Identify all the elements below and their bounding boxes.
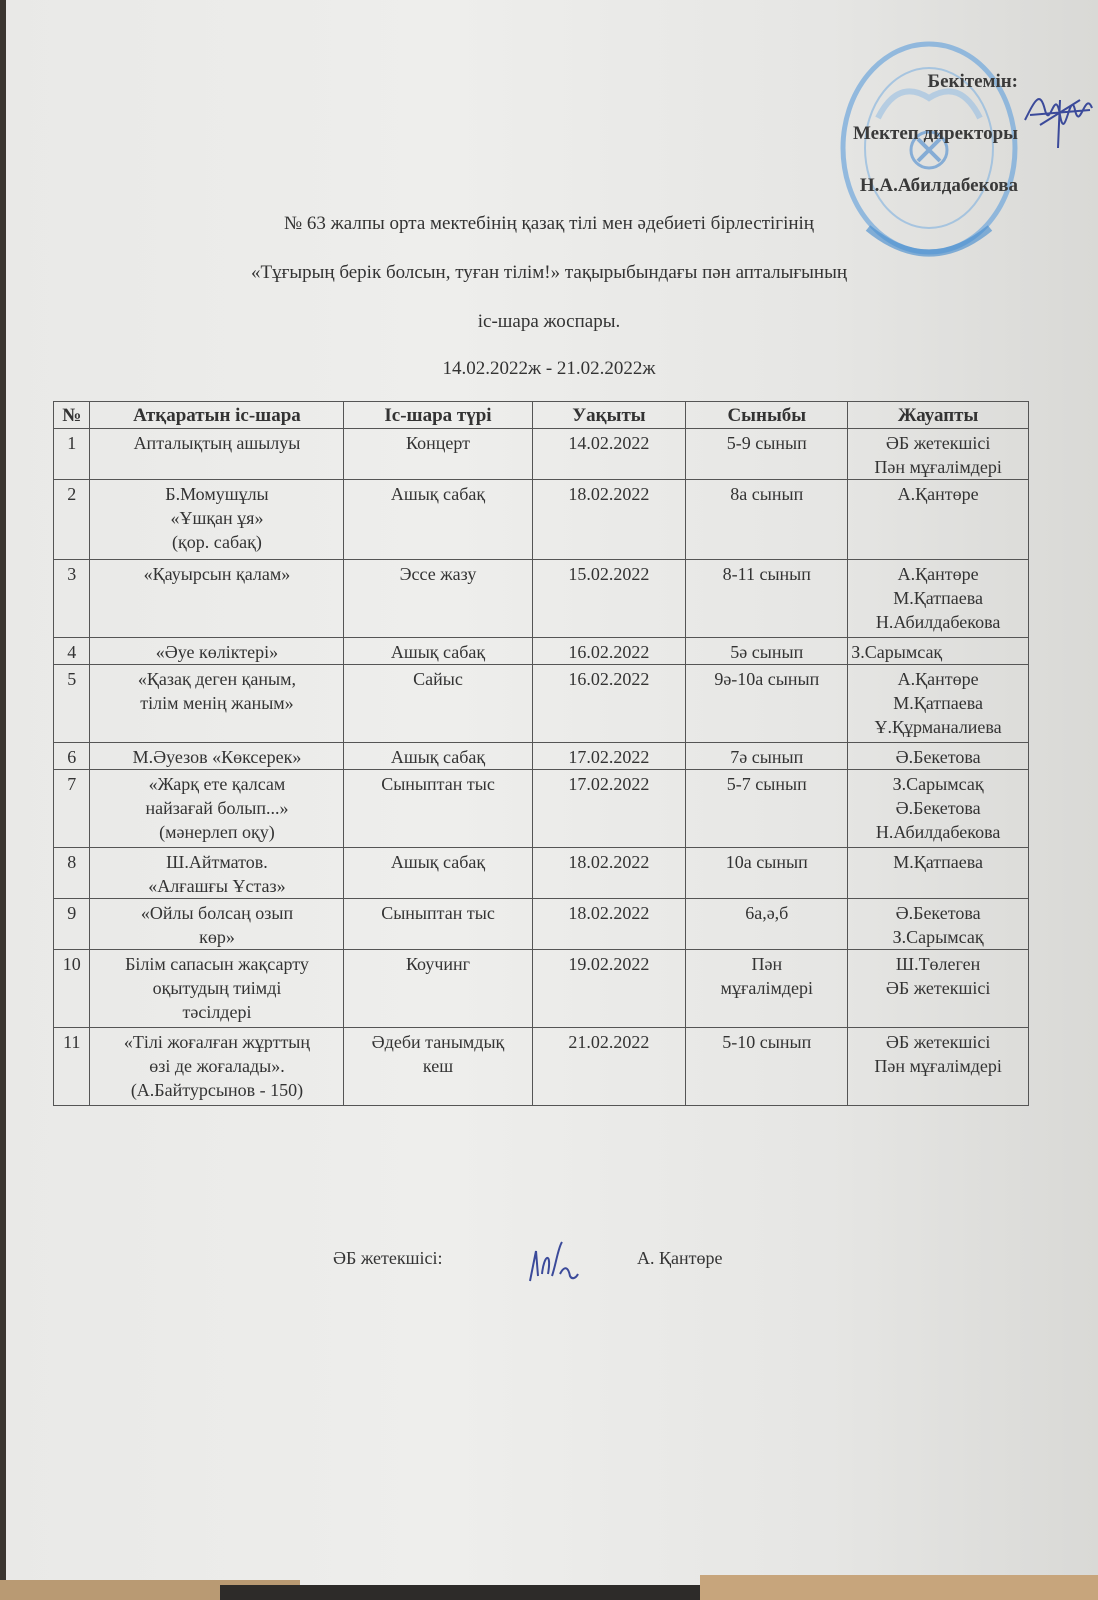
cell-grade [686,950,848,1028]
cell-event-line: (мәнерлеп оқу) [159,822,275,842]
cell-responsible-line: М.Қатпаева [893,588,983,608]
table-row [54,848,1029,899]
cell-event-line: «Қауырсын қалам» [143,564,291,584]
cell-grade-line: 5-9 сынып [726,433,807,453]
cell-number: 8 [54,848,90,899]
cell-grade [686,743,848,770]
cell-responsible-line: М.Қатпаева [893,852,983,872]
cell-type [344,899,532,950]
table-header-row [54,402,1029,429]
cell-event [90,1028,344,1106]
cell-date: 16.02.2022 [532,638,686,665]
cell-grade [686,429,848,480]
cell-responsible-line: Ә.Бекетова [895,798,981,818]
cell-responsible-line: А.Қантөре [897,564,979,584]
cell-event-line: оқытудың тиімді [152,978,282,998]
cell-date: 15.02.2022 [532,560,686,638]
table-row [54,638,1029,665]
cell-grade-line: 8а сынып [730,484,804,504]
cell-date: 19.02.2022 [532,950,686,1028]
cell-date: 18.02.2022 [532,480,686,560]
cell-type [344,560,532,638]
cell-responsible-line: З.Сарымсақ [851,642,943,662]
cell-event [90,770,344,848]
cell-event-line: Апталықтың ашылуы [133,433,301,453]
cell-responsible [848,480,1029,560]
cell-event-line: «Тілі жоғалған жұрттың [123,1032,311,1052]
cell-grade [686,770,848,848]
cell-grade [686,560,848,638]
column-header-event: Атқаратын іс-шара [90,402,344,429]
cell-type-line: Сыныптан тыс [381,774,495,794]
table-row [54,665,1029,743]
table-row [54,899,1029,950]
table-body [54,429,1029,1106]
cell-number: 3 [54,560,90,638]
cell-number: 9 [54,899,90,950]
cell-responsible-line: Ә.Бекетова [895,903,981,923]
cell-grade-line: 8-11 сынып [722,564,811,584]
leader-signature [522,1236,582,1286]
desk-shadow [220,1585,700,1600]
cell-event-line: Б.Момушұлы [165,484,269,504]
cell-type [344,848,532,899]
cell-grade [686,665,848,743]
cell-responsible-line: З.Сарымсақ [892,774,984,794]
cell-type-line: Ашық сабақ [390,642,486,662]
cell-responsible [848,638,1029,665]
document-title-line2: «Тұғырың берік болсын, туған тілім!» тақырыбындағы пән апталығының [250,262,847,283]
cell-number: 2 [54,480,90,560]
cell-grade-line: 7ә сынып [730,747,804,767]
cell-responsible-line: Н.Абилдабекова [875,612,1001,632]
cell-number: 7 [54,770,90,848]
cell-grade [686,899,848,950]
cell-date: 17.02.2022 [532,770,686,848]
cell-date: 17.02.2022 [532,743,686,770]
cell-type-line: Коучинг [405,954,471,974]
cell-event-line: Білім сапасын жақсарту [125,954,309,974]
cell-event [90,480,344,560]
cell-event-line: «Ойлы болсаң озып [140,903,294,923]
cell-responsible-line: А.Қантөре [897,669,979,689]
cell-type [344,665,532,743]
table-row [54,480,1029,560]
column-header-responsible: Жауапты [848,402,1029,429]
cell-type [344,480,532,560]
table-row [54,429,1029,480]
table-row [54,1028,1029,1106]
approval-position: Мектеп директоры [852,123,1018,144]
cell-grade [686,480,848,560]
footer-name: А. Қантөре [637,1248,723,1268]
cell-grade-line: 10а сынып [725,852,808,872]
approval-title: Бекітемін: [927,71,1018,92]
director-signature [1020,80,1098,150]
footer-label: ӘБ жетекшісі: [333,1248,443,1268]
cell-responsible-line: М.Қатпаева [893,693,983,713]
cell-type-line: Ашық сабақ [390,747,486,767]
cell-responsible [848,848,1029,899]
cell-grade-line: 5-7 сынып [726,774,807,794]
cell-grade-line: 6а,ә,б [745,903,789,923]
cell-responsible [848,770,1029,848]
cell-type-line: Әдеби танымдық [371,1032,505,1052]
cell-grade [686,638,848,665]
cell-event [90,429,344,480]
cell-responsible [848,950,1029,1028]
cell-responsible-line: А.Қантөре [897,484,979,504]
cell-responsible-line: Пән мұғалімдері [874,1056,1002,1076]
cell-grade [686,1028,848,1106]
cell-responsible-line: ӘБ жетекшісі [885,433,991,453]
cell-type [344,770,532,848]
cell-date: 18.02.2022 [532,848,686,899]
cell-grade-line: Пән [751,954,783,974]
cell-event-line: М.Әуезов «Көксерек» [132,747,302,767]
cell-number: 10 [54,950,90,1028]
cell-date: 18.02.2022 [532,899,686,950]
approval-block [853,56,1018,212]
cell-type-line: Ашық сабақ [390,852,486,872]
cell-date: 21.02.2022 [532,1028,686,1106]
cell-event-line: көр» [199,927,235,947]
cell-type [344,1028,532,1106]
cell-type-line: Сайыс [413,669,463,689]
cell-event-line: «Жарқ ете қалсам [148,774,286,794]
cell-grade-line: 5-10 сынып [722,1032,812,1052]
table-row [54,770,1029,848]
column-header-grade: Сыныбы [686,402,848,429]
cell-type-line: кеш [422,1056,454,1076]
cell-responsible-line: Н.Абилдабекова [875,822,1001,842]
cell-event-line: Ш.Айтматов. [166,852,268,872]
cell-number: 4 [54,638,90,665]
cell-responsible [848,665,1029,743]
cell-event-line: «Алғашғы Ұстаз» [148,876,286,896]
document-title-line1: № 63 жалпы орта мектебінің қазақ тілі мен әдебиеті бірлестігінің [284,213,814,234]
cell-date: 14.02.2022 [532,429,686,480]
cell-event [90,743,344,770]
cell-event-line: өзі де жоғалады». [149,1056,285,1076]
cell-type [344,638,532,665]
cell-number: 6 [54,743,90,770]
cell-event-line: тәсілдері [182,1002,252,1022]
cell-grade [686,848,848,899]
cell-type [344,429,532,480]
cell-responsible-line: Ұ.Құрманалиева [874,717,1002,737]
cell-event [90,665,344,743]
cell-event-line: тілім менің жаным» [140,693,294,713]
cell-responsible-line: З.Сарымсақ [892,927,984,947]
desk-surface [700,1575,1098,1600]
cell-type-line: Концерт [406,433,470,453]
cell-event-line: «Қазақ деген қаным, [137,669,297,689]
cell-responsible-line: Пән мұғалімдері [874,457,1002,477]
cell-responsible [848,560,1029,638]
document-date-range: 14.02.2022ж - 21.02.2022ж [442,358,656,379]
cell-type-line: Ашық сабақ [390,484,486,504]
cell-event [90,950,344,1028]
cell-responsible [848,429,1029,480]
cell-number: 1 [54,429,90,480]
cell-event [90,638,344,665]
cell-event-line: «Әуе көліктері» [155,642,279,662]
cell-event-line: (А.Байтурсынов - 150) [130,1080,304,1100]
column-header-number: № [54,402,90,429]
cell-type-line: Эссе жазу [399,564,477,584]
approval-name: Н.А.Абилдабекова [859,175,1018,196]
cell-number: 5 [54,665,90,743]
cell-event [90,560,344,638]
cell-responsible-line: ӘБ жетекшісі [885,978,991,998]
table-row [54,743,1029,770]
cell-grade-line: мұғалімдері [720,978,813,998]
cell-responsible [848,1028,1029,1106]
cell-number: 11 [54,1028,90,1106]
cell-event-line: найзағай болып...» [145,798,289,818]
cell-type-line: Сыныптан тыс [381,903,495,923]
cell-responsible-line: Ш.Төлеген [895,954,981,974]
cell-responsible-line: ӘБ жетекшісі [885,1032,991,1052]
events-table [53,401,1029,1106]
table-row [54,950,1029,1028]
cell-responsible-line: Ә.Бекетова [895,747,981,767]
cell-event [90,899,344,950]
cell-event-line: (қор. сабақ) [172,532,262,552]
cell-date: 16.02.2022 [532,665,686,743]
table-row [54,560,1029,638]
cell-grade-line: 9ә-10а сынып [714,669,820,689]
cell-event-line: «Ұшқан ұя» [170,508,264,528]
cell-type [344,950,532,1028]
document-title-line3: іс-шара жоспары. [477,311,621,332]
column-header-date: Уақыты [532,402,686,429]
cell-event [90,848,344,899]
cell-responsible [848,899,1029,950]
cell-grade-line: 5ә сынып [730,642,804,662]
column-header-type: Іс-шара түрі [344,402,532,429]
cell-responsible [848,743,1029,770]
cell-type [344,743,532,770]
